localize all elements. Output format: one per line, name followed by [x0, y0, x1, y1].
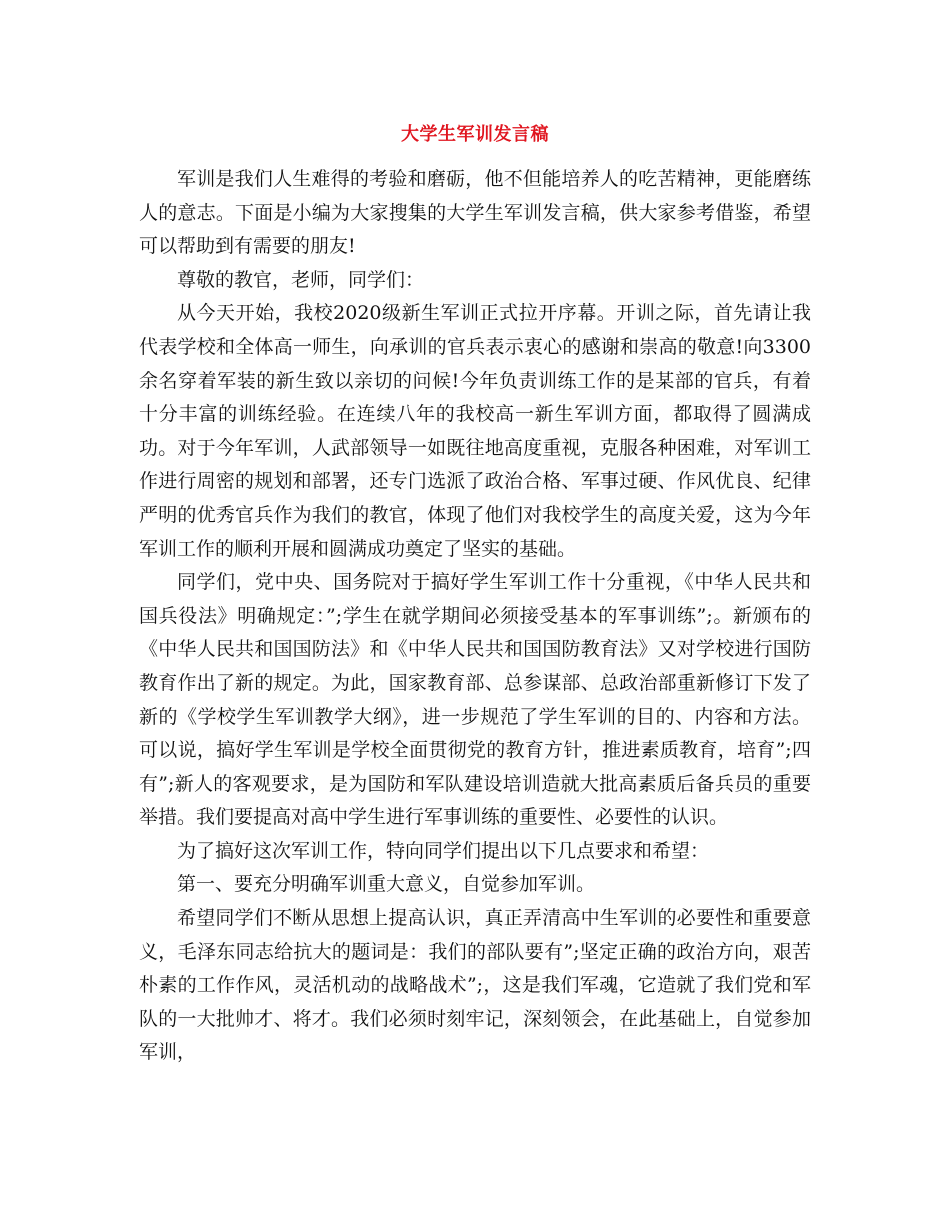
paragraph-regulations: 同学们，党中央、国务院对于搞好学生军训工作十分重视，《中华人民共和国兵役法》明确规定：”;学生在就学期间必须接受基本的军事训练”;。新颁布的《中华人民共和国国防法》和《中华人民共和国国防教育法》又对学校进行国防教育作出了新的规定。为此，国家教育部、总参谋部、总政治部重新修订下发了新的《学校学生军训教学大纲》，进一步规范了学生军训的目的、内容和方法。可以说，搞好学生军训是学校全面贯彻党的教育方针，推进素质教育，培育”;四有”;新人的客观要求，是为国防和军队建设培训造就大批高素质后备兵员的重要举措。我们要提高对高中学生进行军事训练的重要性、必要性的认识。: [139, 571, 811, 829]
paragraph-requirements-intro: 为了搞好这次军训工作，特向同学们提出以下几点要求和希望：: [177, 839, 710, 862]
document-title: 大学生军训发言稿: [401, 124, 549, 145]
paragraph-opening: 从今天开始，我校2020级新生军训正式拉开序幕。开训之际，首先请让我代表学校和全体高一师生，向承训的官兵表示衷心的感谢和崇高的敬意!向3300余名穿着军装的新生致以亲切的问候!今年负责训练工作的是某部的官兵，有着十分丰富的训练经验。在连续八年的我校高一新生军训方面，都取得了圆满成功。对于今年军训，人武部领导一如既往地高度重视，克服各种困难，对军训工作进行周密的规划和部署，还专门选派了政治合格、军事过硬、作风优良、纪律严明的优秀官兵作为我们的教官，体现了他们对我校学生的高度关爱，这为今年军训工作的顺利开展和圆满成功奠定了坚实的基础。: [139, 302, 811, 560]
paragraph-intro: 军训是我们人生难得的考验和磨砺，他不但能培养人的吃苦精神，更能磨练人的意志。下面是小编为大家搜集的大学生军训发言稿，供大家参考借鉴，希望可以帮助到有需要的朋友!: [139, 168, 811, 258]
paragraph-point-one-detail: 希望同学们不断从思想上提高认识，真正弄清高中生军训的必要性和重要意义，毛泽东同志给抗大的题词是：我们的部队要有”;坚定正确的政治方向，艰苦朴素的工作作风，灵活机动的战略战术”;，这是我们军魂，它造就了我们党和军队的一大批帅才、将才。我们必须时刻牢记，深刻领会，在此基础上，自觉参加军训，: [139, 907, 811, 1064]
document-body: [139, 159, 811, 1070]
paragraph-salutation: 尊敬的教官，老师，同学们：: [177, 268, 425, 291]
paragraph-point-one: 第一、要充分明确军训重大意义，自觉参加军训。: [177, 873, 596, 896]
